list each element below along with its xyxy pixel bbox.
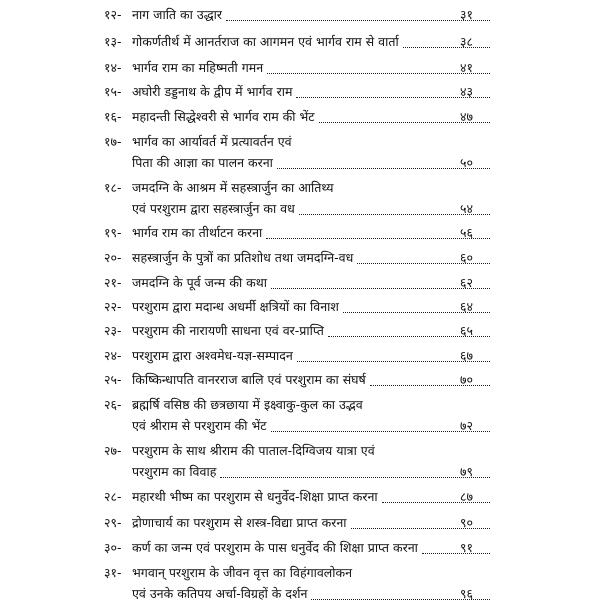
entry-title-line — [132, 440, 490, 461]
dot-leader — [266, 238, 490, 239]
entry-title-line — [132, 222, 490, 243]
page-number: ९१ — [460, 540, 474, 555]
entry-title-text: एवं परशुराम द्वारा सहस्त्रार्जुन का वध — [132, 201, 295, 216]
entry-title-line — [132, 81, 490, 102]
entry-title-text: एवं उनके कतिपय अर्चा-विग्रहों के दर्शन — [132, 586, 308, 601]
toc-entry[interactable] — [0, 4, 600, 25]
dot-leader — [271, 431, 490, 432]
entry-number: २७- — [104, 443, 122, 458]
entry-number: १७- — [104, 134, 122, 149]
page-number: ७० — [460, 372, 474, 387]
page-number: ४१ — [460, 60, 474, 75]
entry-title-continuation — [132, 461, 490, 482]
entry-title-text: जमदग्नि के पूर्व जन्म की कथा — [132, 275, 267, 290]
page-number: ९६ — [460, 586, 474, 601]
entry-title-text: कर्ण का जन्म एवं परशुराम के पास धनुर्वेद की शिक्षा प्राप्त करना — [132, 540, 418, 555]
entry-number: १४- — [104, 60, 122, 75]
entry-title-line — [132, 486, 490, 507]
toc-entry[interactable] — [0, 272, 600, 293]
toc-entry[interactable] — [0, 81, 600, 102]
toc-entry[interactable] — [0, 31, 600, 52]
page-number: ५६ — [460, 225, 474, 240]
entry-number: २३- — [104, 323, 122, 338]
entry-title-text: द्रोणाचार्य का परशुराम से शस्त्र-विद्या प्राप्त करना — [132, 515, 347, 530]
entry-number: २१- — [104, 275, 122, 290]
entry-number: ३१- — [104, 565, 122, 580]
page-number: ६० — [460, 250, 474, 265]
entry-title-text: परशुराम द्वारा मदान्ध अधर्मी क्षत्रियों का विनाश — [132, 299, 339, 314]
entry-number: २२- — [104, 299, 122, 314]
entry-number: ३०- — [104, 540, 122, 555]
page-number: ५० — [460, 155, 474, 170]
page-number: ६७ — [460, 348, 474, 363]
toc-entry[interactable] — [0, 296, 600, 317]
entry-title-line — [132, 394, 490, 415]
entry-title-text: गोकर्णतीर्थ में आनर्तराज का आगमन एवं भार्गव राम से वार्ता — [132, 34, 399, 49]
page-number: ४३ — [460, 84, 474, 99]
entry-number: १८- — [104, 180, 122, 195]
entry-title-line — [132, 512, 490, 533]
entry-number: २५- — [104, 372, 122, 387]
entry-title-line — [132, 272, 490, 293]
entry-title-text: अघोरी डड्डनाथ के द्वीप में भार्गव राम — [132, 84, 293, 99]
entry-title-continuation — [132, 415, 490, 436]
entry-title-continuation — [132, 198, 490, 219]
entry-title-text: भार्गव राम का तीर्थाटन करना — [132, 225, 263, 240]
entry-title-line — [132, 31, 490, 52]
page-number: ७२ — [460, 418, 474, 433]
dot-leader — [267, 73, 490, 74]
page-number: ३१ — [460, 7, 474, 22]
page-number: ८७ — [460, 489, 474, 504]
entry-title-line — [132, 296, 490, 317]
dot-leader — [226, 20, 490, 21]
entry-title-text: परशुराम द्वारा अश्वमेध-यज्ञ-सम्पादन — [132, 348, 293, 363]
entry-title-line — [132, 369, 490, 390]
entry-title-line — [132, 247, 490, 268]
entry-title-continuation — [132, 152, 490, 173]
toc-entry[interactable] — [0, 177, 600, 216]
dot-leader — [220, 477, 490, 478]
entry-number: २८- — [104, 489, 122, 504]
entry-title-line — [132, 345, 490, 366]
entry-title-text: ब्रह्मर्षि वसिष्ठ की छत्रछाया में इक्ष्वाकु-कुल का उद्भव — [132, 397, 363, 412]
toc-entry[interactable] — [0, 57, 600, 78]
entry-title-line — [132, 4, 490, 25]
entry-title-line — [132, 320, 490, 341]
page-number: ६५ — [460, 323, 474, 338]
entry-number: १६- — [104, 109, 122, 124]
toc-entry[interactable] — [0, 131, 600, 170]
page-number: ७९ — [460, 464, 474, 479]
entry-number: १५- — [104, 84, 122, 99]
page-number: ४७ — [460, 109, 474, 124]
toc-entry[interactable] — [0, 106, 600, 127]
toc-entry[interactable] — [0, 369, 600, 390]
toc-entry[interactable] — [0, 345, 600, 366]
entry-title-line — [132, 106, 490, 127]
toc-entry[interactable] — [0, 440, 600, 479]
page-number: ९० — [460, 515, 474, 530]
entry-title-line — [132, 57, 490, 78]
entry-title-text: परशुराम के साथ श्रीराम की पाताल-दिग्विजय यात्रा एवं — [132, 443, 375, 458]
entry-title-text: परशुराम का विवाह — [132, 464, 217, 479]
toc-entry[interactable] — [0, 537, 600, 558]
entry-title-text: जमदग्नि के आश्रम में सहस्त्रार्जुन का आतिथ्य — [132, 180, 334, 195]
entry-title-text: परशुराम की नारायणी साधना एवं वर-प्राप्ति — [132, 323, 324, 338]
toc-entry[interactable] — [0, 320, 600, 341]
toc-entry[interactable] — [0, 222, 600, 243]
entry-number: १३- — [104, 34, 122, 49]
entry-title-line — [132, 177, 490, 198]
entry-title-text: भगवान् परशुराम के जीवन वृत्त का विहंगावलोकन — [132, 565, 353, 580]
page-number: ५४ — [460, 201, 474, 216]
entry-title-text: महादन्ती सिद्धेश्वरी से भार्गव राम की भेंट — [132, 109, 315, 124]
entry-title-text: सहस्त्रार्जुन के पुत्रों का प्रतिशोध तथा जमदग्नि-वध — [132, 250, 354, 265]
entry-title-text: किष्किन्धापति वानरराज बालि एवं परशुराम का संघर्ष — [132, 372, 366, 387]
toc-entry[interactable] — [0, 247, 600, 268]
entry-title-text: महारथी भीष्म का परशुराम से धनुर्वेद-शिक्षा प्राप्त करना — [132, 489, 378, 504]
entry-number: २०- — [104, 250, 122, 265]
entry-title-line — [132, 562, 490, 583]
entry-title-text: पिता की आज्ञा का पालन करना — [132, 155, 273, 170]
entry-title-text: नाग जाति का उद्धार — [132, 7, 223, 22]
entry-title-text: भार्गव राम का महिष्मती गमन — [132, 60, 264, 75]
dot-leader — [277, 168, 490, 169]
toc-entry[interactable] — [0, 512, 600, 533]
entry-number: २४- — [104, 348, 122, 363]
entry-title-line — [132, 131, 490, 152]
entry-title-line — [132, 537, 490, 558]
entry-number: २६- — [104, 397, 122, 412]
toc-entry[interactable] — [0, 562, 600, 601]
page-number: ६४ — [460, 299, 474, 314]
entry-number: १२- — [104, 7, 122, 22]
toc-entry[interactable] — [0, 394, 600, 433]
entry-number: २९- — [104, 515, 122, 530]
page-number: ६२ — [460, 275, 474, 290]
toc-entry[interactable] — [0, 486, 600, 507]
entry-title-text: एवं श्रीराम से परशुराम की भेंट — [132, 418, 267, 433]
entry-number: १९- — [104, 225, 122, 240]
entry-title-continuation — [132, 583, 490, 604]
page-number: ३८ — [460, 34, 474, 49]
entry-title-text: भार्गव का आर्यावर्त में प्रत्यावर्तन एवं — [132, 134, 292, 149]
dot-leader — [271, 288, 490, 289]
